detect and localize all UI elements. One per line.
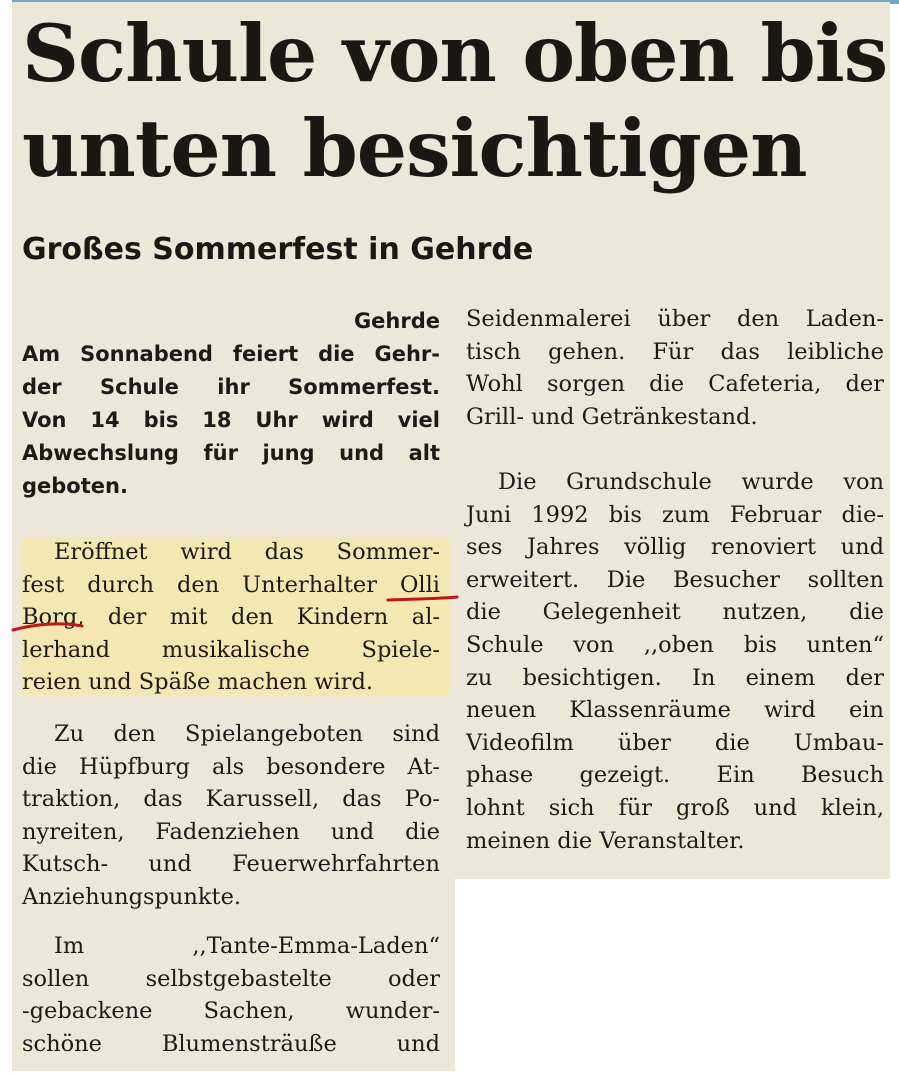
- text-line: lohnt sich für groß und klein,: [466, 794, 884, 821]
- lead-line: Abwechslung für jung und alt: [22, 441, 440, 465]
- dateline: Gehrde: [353, 309, 440, 333]
- text-line: Anziehungspunkte.: [22, 883, 242, 910]
- lead-line: Von 14 bis 18 Uhr wird viel: [22, 408, 440, 432]
- article-subheadline: Großes Sommerfest in Gehrde: [22, 232, 534, 267]
- text-line: Grill- und Getränkestand.: [466, 403, 758, 430]
- lead-line: der Schule ihr Sommerfest.: [22, 375, 440, 399]
- headline-line-2: unten besichtigen: [22, 102, 807, 195]
- text-line: Im ,,Tante-Emma-Laden“: [54, 933, 440, 959]
- text-line: nyreiten, Fadenziehen und die: [22, 818, 440, 845]
- text-line: ses Jahres völlig renoviert und: [466, 534, 884, 561]
- text-line: Die Grundschule wurde von: [498, 469, 884, 495]
- text-line: Videofilm über die Umbau-: [466, 729, 884, 756]
- text-line: Seidenmalerei über den Laden-: [466, 306, 884, 332]
- text-line: fest durch den Unterhalter Olli: [22, 571, 440, 598]
- text-line: Kutsch- und Feuerwehrfahrten: [22, 851, 440, 878]
- pen-underline-borg: [13, 624, 82, 630]
- text-line: erweitert. Die Besucher sollten: [466, 566, 884, 593]
- text-line: Wohl sorgen die Cafeteria, der: [466, 371, 884, 398]
- text-line: neuen Klassenräume wird ein: [466, 697, 884, 724]
- text-line: die Gelegenheit nutzen, die: [466, 599, 884, 626]
- pen-underline-olli: [388, 597, 457, 600]
- text-line: sollen selbstgebastelte oder: [22, 965, 440, 992]
- text-line: traktion, das Karussell, das Po-: [22, 786, 440, 813]
- lead-line: geboten.: [22, 474, 128, 498]
- article-headline: [22, 6, 887, 196]
- text-line: lerhand musikalische Spiele-: [22, 636, 440, 663]
- text-line: phase gezeigt. Ein Besuch: [466, 762, 884, 789]
- headline-line-1: Schule von oben bis: [22, 7, 888, 100]
- text-line: meinen die Veranstalter.: [466, 827, 745, 854]
- left-column-paragraph-2: [22, 718, 440, 914]
- left-column-paragraph-3: [22, 930, 440, 1060]
- scan-left-margin: [0, 0, 12, 1075]
- right-column-paragraph-1: [466, 303, 884, 433]
- pen-underline: [10, 590, 460, 640]
- text-line: Zu den Spielangeboten sind: [54, 721, 440, 747]
- text-line: schöne Blumensträuße und: [22, 1030, 440, 1057]
- text-line: Eröffnet wird das Sommer-: [54, 539, 440, 565]
- text-line: Schule von ,,oben bis unten“: [466, 631, 884, 658]
- text-line: zu besichtigen. In einem der: [466, 664, 884, 691]
- right-column-paragraph-2: [466, 466, 884, 857]
- text-line: Borg, der mit den Kindern al-: [22, 604, 440, 631]
- text-line: die Hüpfburg als besondere At-: [22, 753, 440, 780]
- text-line: -gebackene Sachen, wunder-: [22, 998, 440, 1025]
- lead-line: Am Sonnabend feiert die Gehr-: [22, 342, 440, 366]
- lead-paragraph: [22, 305, 440, 503]
- text-line: reien und Späße machen wird.: [22, 669, 374, 696]
- text-line: tisch gehen. Für das leibliche: [466, 338, 884, 365]
- text-line: Juni 1992 bis zum Februar die-: [466, 501, 884, 528]
